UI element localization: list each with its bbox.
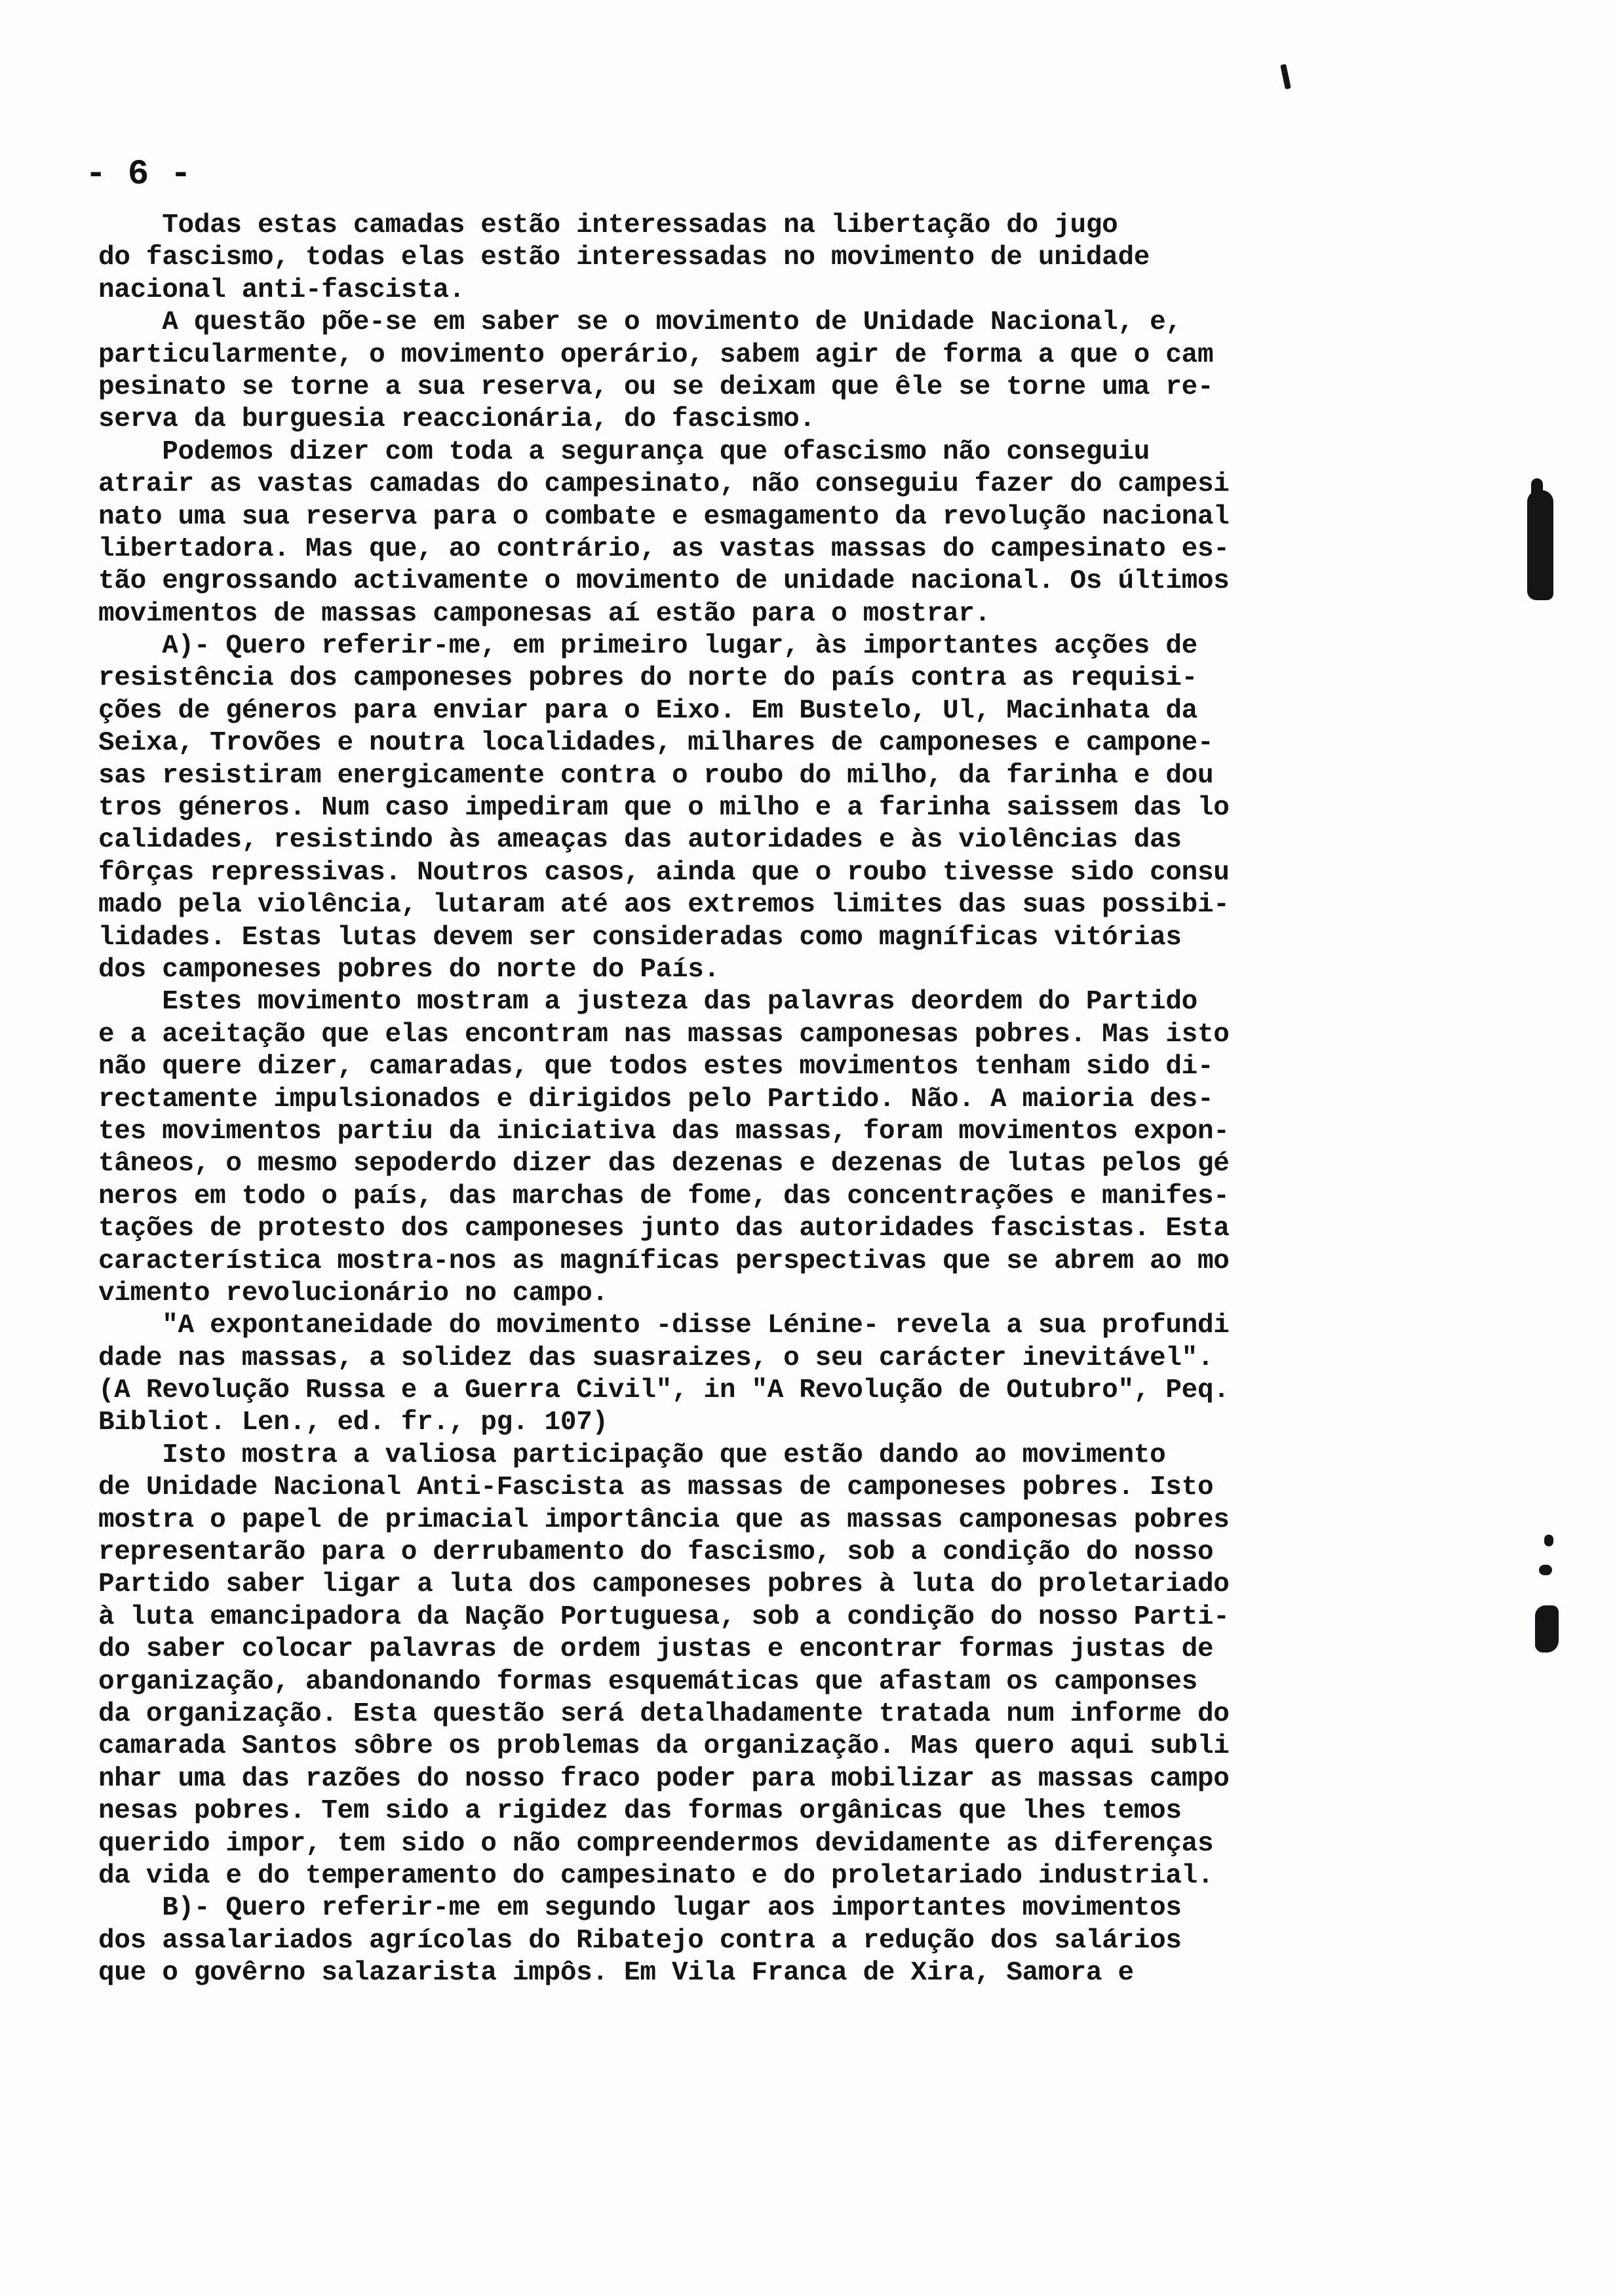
text-line: movimentos de massas camponesas aí estão para o mostrar. (98, 598, 991, 629)
text-line: nhar uma das razões do nosso fraco poder para mobilizar as massas campo (98, 1763, 1230, 1794)
text-line: à luta emancipadora da Nação Portuguesa, sob a condição do nosso Parti- (98, 1601, 1230, 1632)
text-line: tão engrossando activamente o movimento de unidade nacional. Os últimos (98, 566, 1230, 597)
text-line: "A expontaneidade do movimento -disse Lénine- revela a sua profundi (98, 1311, 1230, 1341)
text-line: mostra o papel de primacial importância que as massas camponesas pobres (98, 1504, 1230, 1535)
text-line: querido impor, tem sido o não compreendermos devidamente as diferenças (98, 1828, 1214, 1859)
ink-mark-margin-upper (1527, 490, 1553, 600)
text-line: mado pela violência, lutaram até aos extremos limites das suas possibi- (98, 890, 1230, 921)
text-line: organização, abandonando formas esquemáticas que afastam os camponses (98, 1666, 1197, 1697)
text-line: pesinato se torne a sua reserva, ou se deixam que êle se torne uma re- (98, 372, 1214, 402)
text-line: A)- Quero referir-me, em primeiro lugar, às importantes acções de (98, 631, 1197, 662)
text-line: Isto mostra a valiosa participação que estão dando ao movimento (98, 1440, 1166, 1470)
text-line: tâneos, o mesmo sepoderdo dizer das dezenas e dezenas de lutas pelos gé (98, 1149, 1230, 1179)
ink-mark-top (1280, 64, 1291, 89)
ink-mark-margin-lower-dot-1 (1544, 1535, 1553, 1546)
text-line: atrair as vastas camadas do campesinato, não conseguiu fazer do campesi (98, 469, 1230, 500)
text-line: Estes movimento mostram a justeza das palavras deordem do Partido (98, 987, 1197, 1018)
text-line: A questão põe-se em saber se o movimento de Unidade Nacional, e, (98, 307, 1182, 338)
ink-mark-margin-lower-dot-2 (1539, 1565, 1552, 1575)
text-line: B)- Quero referir-me em segundo lugar aos importantes movimentos (98, 1893, 1182, 1924)
text-line: nato uma sua reserva para o combate e esmagamento da revolução nacional (98, 501, 1230, 532)
text-line: dade nas massas, a solidez das suasraizes, o seu carácter inevitável". (98, 1343, 1214, 1373)
text-line: serva da burguesia reaccionária, do fascismo. (98, 404, 815, 435)
text-line: neros em todo o país, das marchas de fome, das concentrações e manifes- (98, 1181, 1230, 1212)
text-line: Bibliot. Len., ed. fr., pg. 107) (98, 1407, 608, 1438)
text-line: sas resistiram energicamente contra o roubo do milho, da farinha e dou (98, 760, 1214, 791)
text-line: tros géneros. Num caso impediram que o milho e a farinha saissem das lo (98, 793, 1230, 824)
text-line: calidades, resistindo às ameaças das autoridades e às violências das (98, 825, 1182, 856)
text-line: característica mostra-nos as magníficas perspectivas que se abrem ao mo (98, 1246, 1230, 1276)
text-line: nacional anti-fascista. (98, 275, 465, 305)
text-line: representarão para o derrubamento do fascismo, sob a condição do nosso (98, 1537, 1214, 1568)
text-line: nesas pobres. Tem sido a rigidez das formas orgânicas que lhes temos (98, 1796, 1182, 1827)
page-number: - 6 - (85, 155, 192, 195)
text-line: tes movimentos partiu da iniciativa das massas, foram movimentos expon- (98, 1116, 1230, 1147)
text-line: (A Revolução Russa e a Guerra Civil", in "A Revolução de Outubro", Peq. (98, 1375, 1230, 1406)
text-line: vimento revolucionário no campo. (98, 1278, 608, 1309)
text-line: Seixa, Trovões e noutra localidades, milhares de camponeses e campone- (98, 728, 1214, 759)
text-line: do saber colocar palavras de ordem justas e encontrar formas justas de (98, 1634, 1214, 1665)
typewritten-body (98, 210, 1462, 1989)
text-line: lidades. Estas lutas devem ser consideradas como magníficas vitórias (98, 922, 1182, 953)
text-line: camarada Santos sôbre os problemas da organização. Mas quero aqui subli (98, 1731, 1230, 1762)
text-line: Podemos dizer com toda a segurança que ofascismo não conseguiu (98, 436, 1150, 467)
text-line: tações de protesto dos camponeses junto das autoridades fascistas. Esta (98, 1214, 1230, 1244)
text-line: não quere dizer, camaradas, que todos estes movimentos tenham sido di- (98, 1052, 1214, 1082)
text-line: Todas estas camadas estão interessadas na libertação do jugo (98, 210, 1118, 240)
text-line: ções de géneros para enviar para o Eixo. Em Bustelo, Ul, Macinhata da (98, 695, 1197, 726)
text-line: libertadora. Mas que, ao contrário, as vastas massas do campesinato es- (98, 533, 1230, 564)
text-line: dos assalariados agrícolas do Ribatejo contra a redução dos salários (98, 1925, 1182, 1956)
text-line: rectamente impulsionados e dirigidos pelo Partido. Não. A maioria des- (98, 1084, 1214, 1115)
text-line: do fascismo, todas elas estão interessadas no movimento de unidade (98, 242, 1150, 273)
text-line: fôrças repressivas. Noutros casos, ainda que o roubo tivesse sido consu (98, 857, 1230, 888)
text-line: da vida e do temperamento do campesinato e do proletariado industrial. (98, 1860, 1214, 1891)
text-line: resistência dos camponeses pobres do norte do país contra as requisi- (98, 663, 1197, 694)
text-line: dos camponeses pobres do norte do País. (98, 954, 720, 985)
text-line: da organização. Esta questão será detalhadamente tratada num informe do (98, 1698, 1230, 1729)
text-line: de Unidade Nacional Anti-Fascista as massas de camponeses pobres. Isto (98, 1472, 1214, 1503)
text-line: particularmente, o movimento operário, sabem agir de forma a que o cam (98, 339, 1214, 370)
text-line: e a aceitação que elas encontram nas massas camponesas pobres. Mas isto (98, 1019, 1230, 1050)
text-line: Partido saber ligar a luta dos camponeses pobres à luta do proletariado (98, 1569, 1230, 1600)
ink-mark-margin-lower (1535, 1605, 1559, 1653)
text-line: que o govêrno salazarista impôs. Em Vila Franca de Xira, Samora e (98, 1958, 1134, 1989)
